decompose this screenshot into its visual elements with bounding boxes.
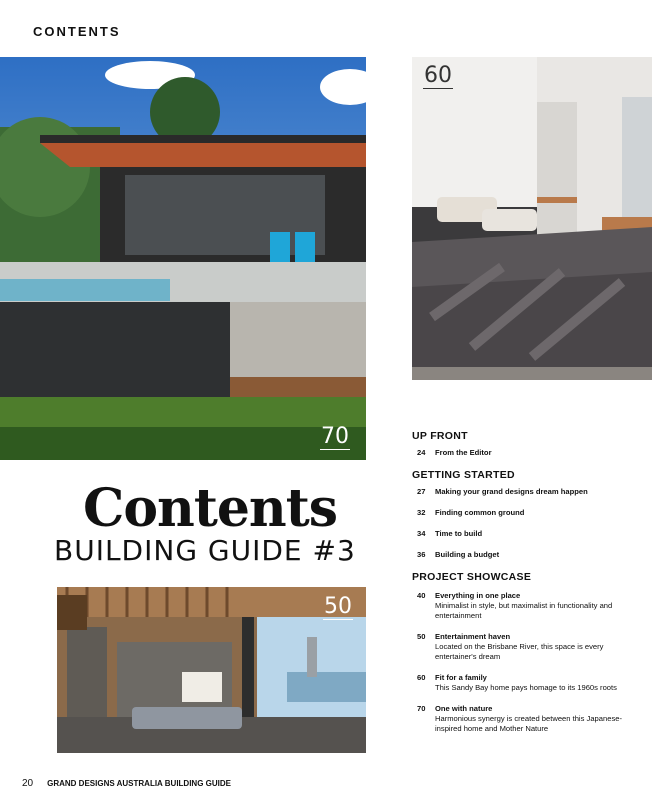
toc-item[interactable] <box>412 673 642 693</box>
toc-section-heading: UP FRONT <box>412 430 468 442</box>
toc-item-title: Fit for a family <box>435 673 487 682</box>
toc-section-up-front <box>412 430 642 458</box>
toc-item-title: Entertainment haven <box>435 632 511 641</box>
page-subtitle: BUILDING GUIDE #3 <box>54 534 356 567</box>
toc-item[interactable] <box>412 591 642 621</box>
toc-page-number: 60 <box>417 673 426 682</box>
toc-item[interactable] <box>412 704 642 734</box>
toc-page-number: 34 <box>417 529 426 538</box>
photo-page-number: 50 <box>324 594 352 619</box>
photo-entertainment-area <box>57 587 366 753</box>
toc-page-number: 70 <box>417 704 426 713</box>
toc-section-project-showcase <box>412 571 642 734</box>
toc-item[interactable] <box>412 448 642 458</box>
toc-item[interactable] <box>412 508 642 518</box>
toc-page-number: 50 <box>417 632 426 641</box>
toc-page-number: 27 <box>417 487 426 496</box>
toc-item-title: Time to build <box>435 529 483 538</box>
toc-item-title: One with nature <box>435 704 493 713</box>
toc-item-description: Located on the Brisbane River, this space is every entertainer's dream <box>435 642 604 661</box>
toc-item[interactable] <box>412 529 642 539</box>
toc-section-heading: PROJECT SHOWCASE <box>412 571 532 583</box>
toc-item-description: Minimalist in style, but maximalist in functionality and entertainment <box>435 601 613 620</box>
toc-item-title: Making your grand designs dream happen <box>435 487 588 496</box>
toc-item-description: Harmonious synergy is created between this Japanese-inspired home and Mother Nature <box>435 714 622 733</box>
toc-page-number: 40 <box>417 591 426 600</box>
toc-page-number: 32 <box>417 508 426 517</box>
toc-item[interactable] <box>412 632 642 662</box>
page-footer <box>22 778 231 789</box>
photo-bedroom <box>412 57 652 380</box>
toc-item-title: Building a budget <box>435 550 500 559</box>
section-label: CONTENTS <box>33 24 121 39</box>
toc-section-getting-started <box>412 469 642 560</box>
toc-page-number: 36 <box>417 550 426 559</box>
page-title: Contents <box>82 478 338 539</box>
toc-item-description: This Sandy Bay home pays homage to its 1960s roots <box>435 683 617 692</box>
toc-item-title: Everything in one place <box>435 591 521 600</box>
photo-pool-house <box>0 57 366 460</box>
toc-item-title: From the Editor <box>435 448 492 457</box>
photo-page-number: 60 <box>424 63 452 88</box>
photo-page-number: 70 <box>321 424 349 449</box>
toc-item[interactable] <box>412 487 642 497</box>
toc-page-number: 24 <box>417 448 426 457</box>
toc-item-title: Finding common ground <box>435 508 525 517</box>
folio-page-number: 20 <box>22 778 34 789</box>
toc-item[interactable] <box>412 550 642 560</box>
publication-name: GRAND DESIGNS AUSTRALIA BUILDING GUIDE <box>47 779 231 788</box>
toc-section-heading: GETTING STARTED <box>412 469 515 481</box>
table-of-contents <box>412 430 642 745</box>
